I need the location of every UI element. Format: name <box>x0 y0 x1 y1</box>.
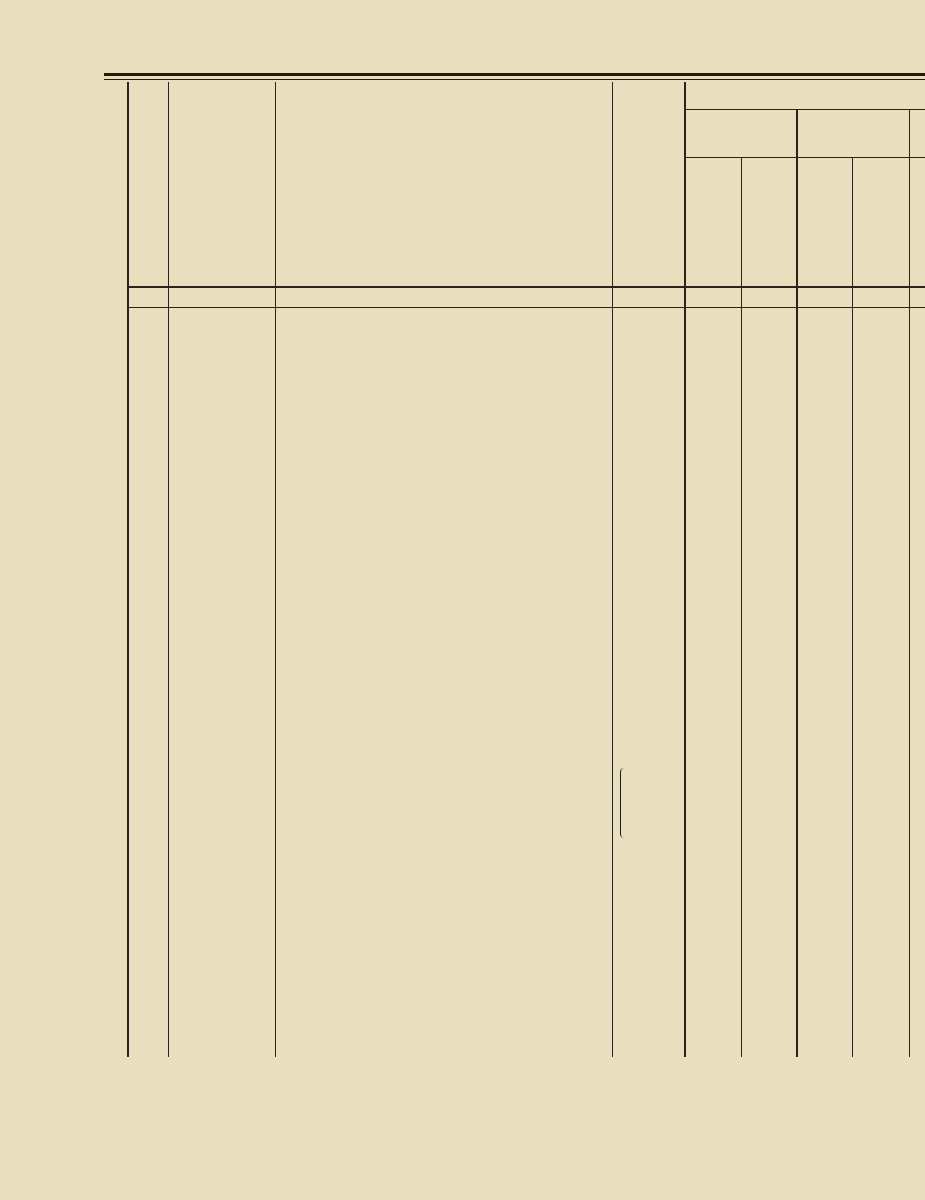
col-divider-7 <box>852 158 853 1057</box>
col-divider-8 <box>909 110 910 1057</box>
col-divider-1 <box>168 82 169 1057</box>
col-divider-2 <box>275 82 276 1057</box>
col-divider-5 <box>741 158 742 1057</box>
col-divider-3 <box>612 82 613 1057</box>
groups-underline <box>684 109 925 110</box>
border-left <box>127 82 129 1057</box>
col-divider-6 <box>796 110 798 1057</box>
top-rule-thick <box>104 73 925 76</box>
col-divider-4 <box>684 82 686 1057</box>
header-bottom-rule <box>127 286 925 288</box>
group-total-brace <box>620 768 627 838</box>
top-rule-thin <box>104 79 925 80</box>
subgroup-underline <box>684 157 925 158</box>
colnum-bottom-rule <box>127 307 925 308</box>
